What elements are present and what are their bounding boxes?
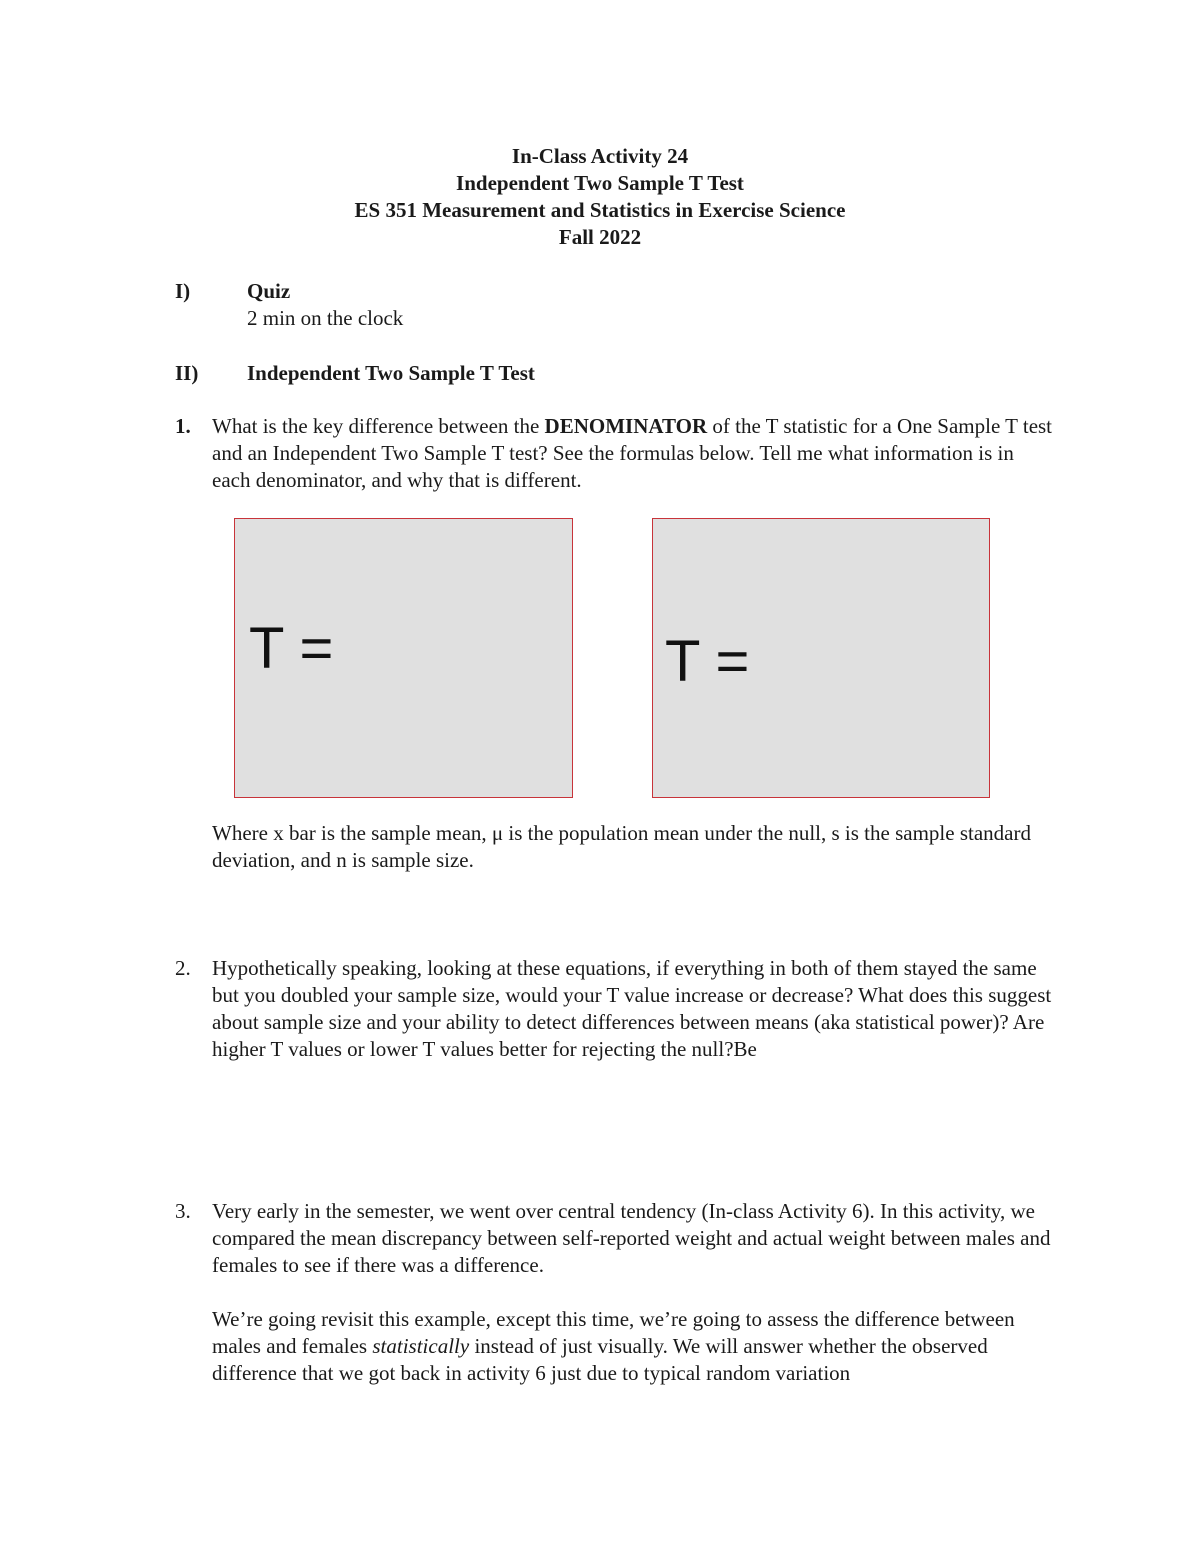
question-number: 3. (175, 1199, 191, 1223)
document-header (0, 143, 1200, 251)
section-heading: Independent Two Sample T Test (247, 361, 535, 385)
question-text (212, 1198, 1057, 1387)
course-title: ES 351 Measurement and Statistics in Exercise Science (354, 198, 846, 222)
activity-topic: Independent Two Sample T Test (456, 171, 744, 195)
section-heading: Quiz (247, 279, 291, 303)
formula-box-two-sample (652, 518, 990, 798)
question-number: 2. (175, 956, 191, 980)
section-numeral: II) (175, 361, 199, 385)
section-numeral: I) (175, 279, 191, 303)
formula-label: T = (665, 629, 750, 694)
question-emphasis: DENOMINATOR (544, 414, 708, 438)
question-text (212, 413, 1057, 494)
question-text-part: We’re going revisit this example, except this time, we’re going to assess the difference between males and females (212, 1307, 1015, 1358)
question-text-part: of the T statistic for a One Sample T test and an Independent Two Sample T test? See the formulas below. Tell me what information is in each denominator, and why that is different. (212, 414, 1053, 492)
formula-box-one-sample (234, 518, 573, 798)
section-subtext: 2 min on the clock (247, 306, 404, 330)
question-number: 1. (175, 414, 191, 438)
question-text-part: What is the key difference between the (212, 414, 545, 438)
formula-label: T = (249, 616, 334, 681)
activity-title: In-Class Activity 24 (511, 144, 689, 168)
term: Fall 2022 (558, 225, 642, 249)
question-text: Hypothetically speaking, looking at these equations, if everything in both of them stayed the same but you doubled your sample size, would your T value increase or decrease? What does this suggest about sample size and your ability to detect differences between means (aka statistical power)? Are higher T values or lower T values better for rejecting the null?Be (212, 956, 1052, 1061)
question-emphasis: statistically (372, 1334, 470, 1358)
question-text-part: instead of just visually. We will answer whether the observed difference that we got back in activity 6 just due to typical random variation (212, 1334, 988, 1385)
question-paragraph (212, 1306, 1057, 1387)
note-text: Where x bar is the sample mean, μ is the population mean under the null, s is the sample standard deviation, and n is sample size. (212, 821, 1031, 872)
question-paragraph: Very early in the semester, we went over central tendency (In-class Activity 6). In this activity, we compared the mean discrepancy between self-reported weight and actual weight between males and females to see if there was a difference. (212, 1199, 1051, 1277)
